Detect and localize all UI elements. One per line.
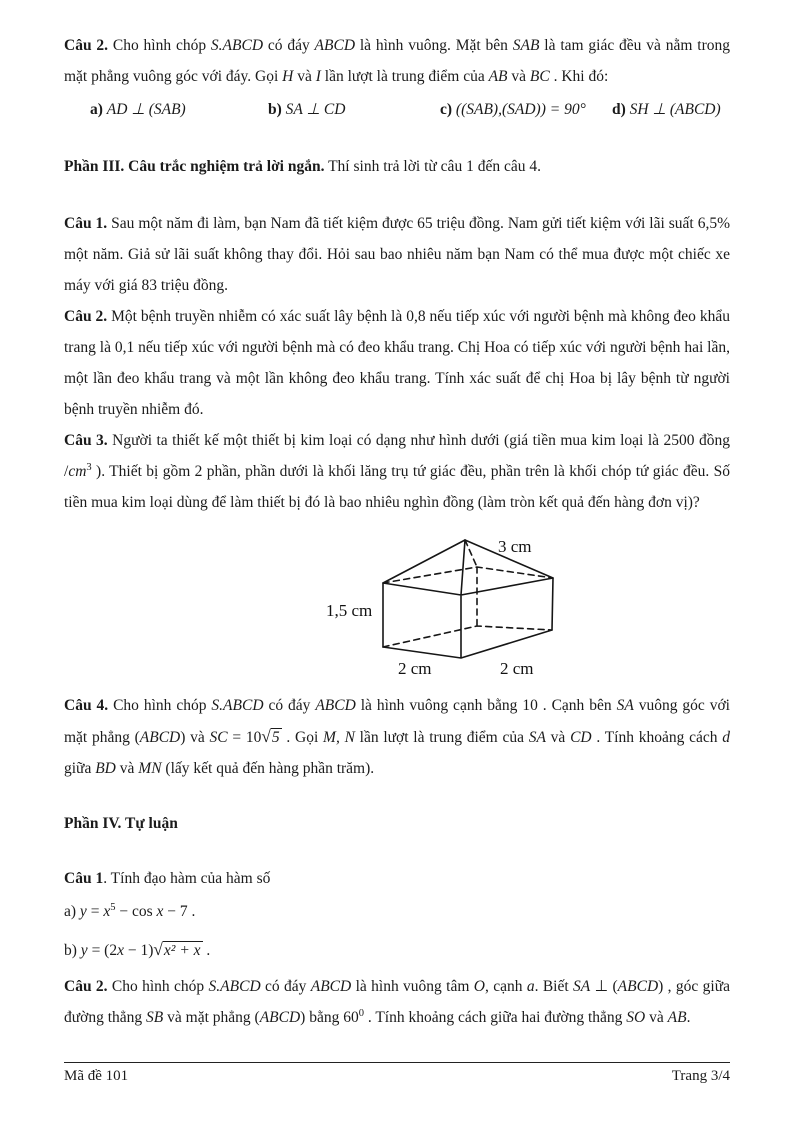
part3-question-4: Câu 4. Cho hình chóp S.ABCD có đáy ABCD là hình vuông cạnh bằng 10 . Cạnh bên SA vuông góc với mặt phẳng (ABCD) và SC = 10√5 . Gọi M, N lần lượt là trung điểm của SA và CD . Tính khoảng cách d giữa BD và MN (lấy kết quả đến hàng phần trăm).: [64, 697, 731, 777]
page-footer: [64, 1062, 730, 1086]
footer-exam-code: Mã đề 101: [64, 1068, 129, 1084]
device-figure: [280, 524, 580, 682]
option-c: c) ((SAB),(SAD)) = 90°: [440, 101, 586, 118]
visible-edges: [383, 540, 553, 658]
label-prism-height: 1,5 cm: [326, 601, 373, 620]
part2-question-2: Câu 2. Cho hình chóp S.ABCD có đáy ABCD là hình vuông. Mặt bên SAB là tam giác đều và nằm trong mặt phẳng vuông góc với đáy. Gọi H và I lần lượt là trung điểm của AB và BC . Khi đó:: [64, 37, 730, 85]
part4-question-1a: a) $y = x^5 - \cos x - 7$ .: [64, 901, 196, 920]
part2-question-2-options: [64, 94, 730, 125]
label-base-right: 2 cm: [500, 659, 534, 678]
part3-heading: Phần III. Câu trắc nghiệm trả lời ngắn. Thí sinh trả lời từ câu 1 đến câu 4.: [64, 158, 541, 175]
label-base-left: 2 cm: [398, 659, 432, 678]
footer-page-number: Trang 3/4: [671, 1068, 730, 1084]
part3-question-2: Câu 2. Một bệnh truyền nhiễm có xác suất lây bệnh là 0,8 nếu tiếp xúc với người bệnh mà không đeo khẩu trang là 0,1 nếu tiếp xúc với người bệnh mà có đeo khẩu trang. Chị Hoa có tiếp xúc với người bệnh hai lần, một lần đeo khẩu trang và một lần không đeo khẩu trang. Tính xác suất để chị Hoa bị lây bệnh từ người bệnh truyền nhiễm đó.: [64, 308, 730, 418]
option-d: d) SH ⊥ (ABCD): [612, 101, 721, 118]
part4-question-1: Câu 1. Tính đạo hàm của hàm số: [64, 870, 271, 887]
label-pyramid-edge: 3 cm: [498, 537, 532, 556]
option-b: b) SA ⊥ CD: [268, 101, 346, 118]
part4-question-1b: b) y = (2x − 1)√x² + x .: [64, 940, 211, 959]
part3-question-1: Câu 1. Sau một năm đi làm, bạn Nam đã tiết kiệm được 65 triệu đồng. Nam gửi tiết kiệm với lãi suất 6,5% một năm. Giả sử lãi suất không thay đổi. Hỏi sau bao nhiêu năm bạn Nam có thể mua được một chiếc xe máy với giá 83 triệu đồng.: [64, 215, 730, 294]
option-a: a) AD ⊥ (SAB): [90, 101, 186, 118]
part4-question-2: Câu 2. Cho hình chóp S.ABCD có đáy ABCD là hình vuông tâm O, cạnh a. Biết SA ⊥ (ABCD) , góc giữa đường thẳng SB và mặt phẳng (ABCD) bằng $60^0$ . Tính khoảng cách giữa hai đường thẳng SO và AB.: [64, 978, 730, 1026]
prism-pyramid-figure: [280, 524, 580, 682]
part3-question-3: Câu 3. Người ta thiết kế một thiết bị kim loại có dạng như hình dưới (giá tiền mua kim loại là 2500 đồng $/cm^3$ ). Thiết bị gồm 2 phần, phần dưới là khối lăng trụ tứ giác đều, phần trên là khối chóp tứ giác đều. Số tiền mua kim loại dùng để làm thiết bị đó là bao nhiêu nghìn đồng (làm tròn kết quả đến hàng đơn vị)?: [64, 432, 730, 511]
part4-heading: Phần IV. Tự luận: [64, 815, 178, 832]
